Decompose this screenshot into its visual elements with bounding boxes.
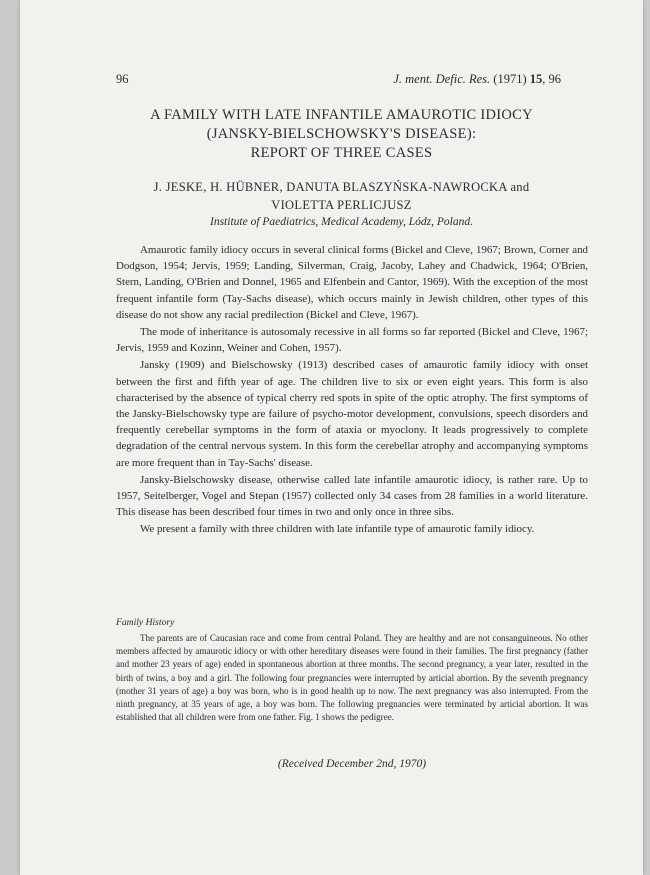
title-line: A FAMILY WITH LATE INFANTILE AMAUROTIC IDIOCY — [150, 107, 533, 123]
journal-page — [20, 0, 643, 875]
journal-year: (1971) — [493, 72, 527, 86]
author-line: VIOLETTA PERLICJUSZ — [271, 198, 412, 212]
family-history-heading: Family History — [116, 617, 175, 628]
body-paragraph: We present a family with three children with late infantile type of amaurotic family idiocy. — [140, 523, 535, 536]
received-date: (Received December 2nd, 1970) — [277, 758, 427, 770]
journal-name: J. ment. Defic. Res. — [393, 72, 491, 86]
journal-page: 96 — [548, 72, 561, 86]
title-line: (JANSKY-BIELSCHOWSKY'S DISEASE): — [206, 126, 477, 142]
family-history-paragraph: The parents are of Caucasian race and come from central Poland. They are healthy and are not consanguineous. No other members affected by amaurotic idiocy or with other hereditary diseases were found in their families. The first pregnancy (father and mother 23 years of age) ended in spontaneous abortion at three months. The second pregnancy, a year later, resulted in the birth of twins, a boy and a girl. The following four pregnancies were interrupted by articial abortion. By the seventh pregnancy (mother 31 years of age) a boy was born, who is in good health up to now. The next pregnancy was also interrupted. From the ninth pregnancy, at 35 years of age, a boy was born. The following pregnancies were terminated by articial abortion. It was established that all children were from one father. Fig. 1 shows the pedigree. — [116, 633, 588, 723]
journal-volume: 15 — [529, 72, 543, 86]
affiliation: Institute of Paediatrics, Medical Academy, Lódz, Poland. — [210, 216, 473, 228]
journal-citation: J. ment. Defic. Res. (1971) 15, 96 — [393, 72, 561, 86]
body-paragraph: Amaurotic family idiocy occurs in several clinical forms (Bickel and Cleve, 1967; Brown, Corner and Dodgson, 1954; Jervis, 1959; Landing, Silverman, Craig, Jacoby, Lahey and Chadwick, 1964; O'Brien, Stern, Landing, O'Brien and Donnel, 1965 and Elfenbein and Cantor, 1969). With the exception of the most frequent infantile form (Tay-Sachs disease), which occurs mainly in Jewish children, other types of this disease do not show any racial predilection (Bickel and Cleve, 1967). — [116, 244, 588, 321]
author-line: J. JESKE, H. HÜBNER, DANUTA BLASZYŃSKA-NAWROCKA and — [153, 180, 530, 194]
article-body — [116, 242, 588, 539]
title-line: REPORT OF THREE CASES — [250, 145, 433, 161]
author-list — [80, 178, 603, 214]
body-paragraph: The mode of inheritance is autosomaly recessive in all forms so far reported (Bickel and Cleve, 1967; Jervis, 1959 and Kozinn, Weiner and Cohen, 1957). — [116, 326, 588, 355]
page-number: 96 — [116, 72, 129, 86]
body-paragraph: Jansky-Bielschowsky disease, otherwise called late infantile amaurotic idiocy, is rather rare. Up to 1957, Seitelberger, Vogel and Stepan (1957) collected only 34 cases from 28 families in a world literature. This disease has been described four times in two and only once in three sibs. — [116, 473, 588, 519]
article-title — [80, 106, 603, 163]
family-history-section — [116, 632, 588, 724]
body-paragraph: Jansky (1909) and Bielschowsky (1913) described cases of amaurotic family idiocy with onset between the first and fifth year of age. The children live to six or even eight years. This form is also characterised by the absence of typical cherry red spots in spite of the optic atrophy. The first symptoms of the Jansky-Bielschowsky type are failure of psycho-motor development, convulsions, speech disorders and frequently cerebellar symptoms in the form of ataxia or myoclony. It leads progressively to complete degradation of the central nervous system. In this form the cerebellar atrophy and accompanying symptoms are more frequent than in Tay-Sachs' disease. — [116, 359, 588, 469]
